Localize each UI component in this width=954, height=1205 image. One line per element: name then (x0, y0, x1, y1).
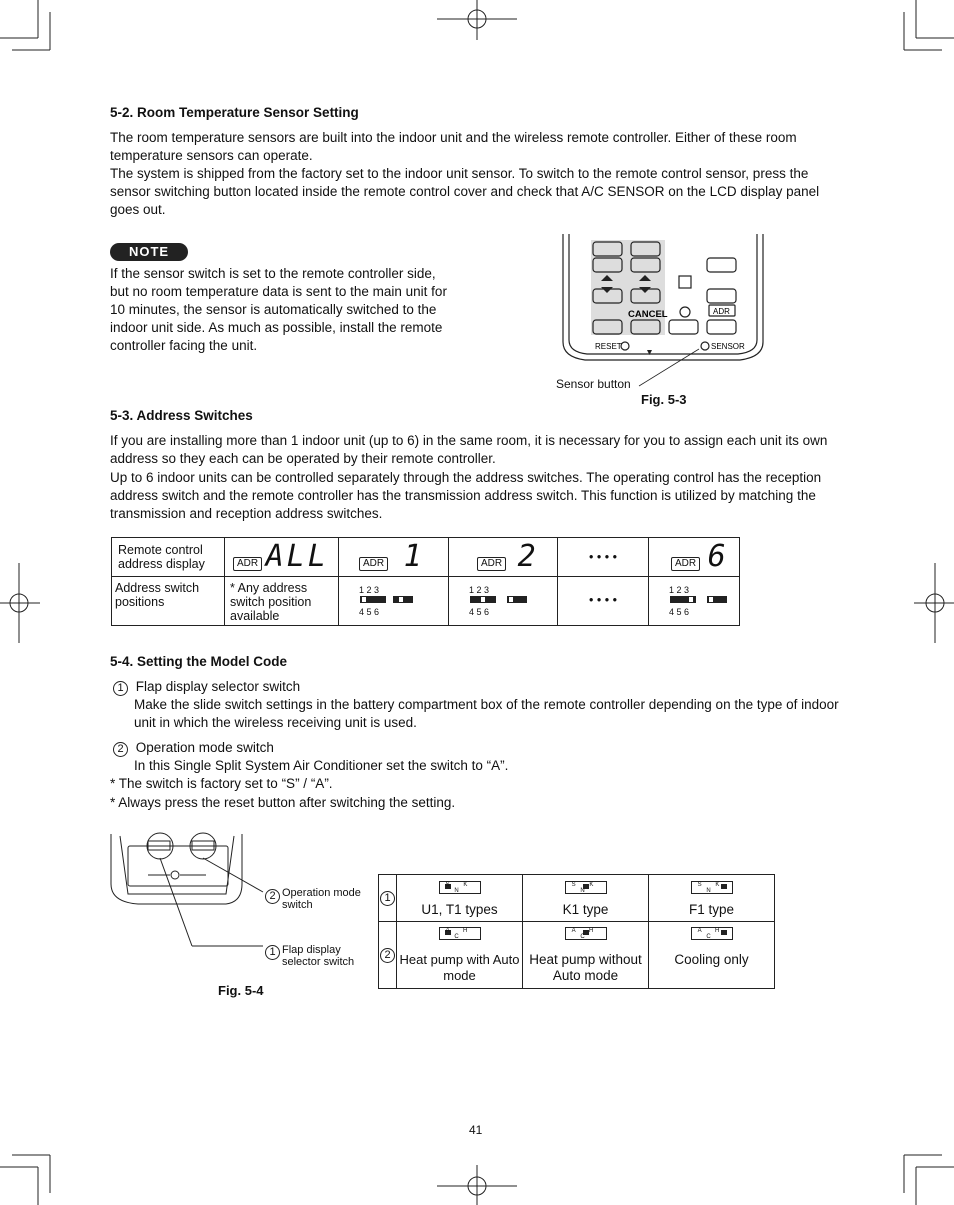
page-number: 41 (469, 1123, 483, 1137)
address-display-2: ADR 2 (449, 538, 558, 577)
list-item-2: 2 Operation mode switch (113, 739, 274, 757)
address-display-6: ADR 6 (649, 538, 740, 577)
paragraph: If you are installing more than 1 indoor unit (up to 6) in the same room, it is necessary for you to assign each unit its own address so they each can be operated by their remote controller. (110, 433, 828, 466)
section-heading-5-3: 5-3. Address Switches (110, 408, 253, 423)
list-item-1: 1 Flap display selector switch (113, 678, 300, 696)
operation-mode-callout: 2 (265, 886, 280, 904)
list-item-text: In this Single Split System Air Conditioner set the switch to “A”. (134, 758, 509, 773)
paragraph: Up to 6 indoor units can be controlled separately through the address switches. The operating control has the reception address switch and the remote controller has the transmission address switch. This function is utilized by matching the transmission and reception address switches. (110, 470, 822, 521)
ellipsis: • • • • (558, 577, 649, 626)
cancel-label: CANCEL (628, 309, 668, 320)
figure-caption: Fig. 5-4 (218, 983, 264, 998)
dip-switch-6: 1 2 3 4 5 6 (649, 577, 740, 626)
address-switch-table (111, 537, 740, 626)
model-code-table (378, 874, 775, 989)
note-badge: NOTE (110, 243, 188, 261)
figure-caption: Fig. 5-3 (641, 392, 687, 407)
model-cell: S K N U1, T1 types (397, 875, 523, 922)
remote-controller-illustration (555, 232, 775, 392)
model-cell: A H C Heat pump with Auto mode (397, 922, 523, 989)
footnote: * The switch is factory set to “S” / “A”. (110, 776, 333, 791)
operation-mode-label: Operation mode switch (282, 887, 361, 911)
row-number: 2 (379, 922, 397, 989)
flap-display-label: Flap display selector switch (282, 944, 355, 968)
address-display-1: ADR 1 (339, 538, 449, 577)
dip-switch-2: 1 2 3 4 5 6 (449, 577, 558, 626)
row-label: Remote control address display (112, 538, 225, 577)
model-cell: S K N K1 type (523, 875, 649, 922)
any-address-note: * Any address switch position available (225, 577, 339, 626)
list-item-text: Make the slide switch settings in the battery compartment box of the remote controller depending on the type of indoor unit in which the wireless receiving unit is used. (134, 697, 839, 730)
model-cell: S K N F1 type (649, 875, 775, 922)
model-cell: A H C Cooling only (649, 922, 775, 989)
ellipsis: • • • • (558, 538, 649, 577)
section-heading-5-2: 5-2. Room Temperature Sensor Setting (110, 105, 359, 120)
model-cell: A H C Heat pump without Auto mode (523, 922, 649, 989)
flap-display-callout: 1 (265, 942, 280, 960)
section-heading-5-4: 5-4. Setting the Model Code (110, 654, 288, 669)
reset-label: RESET (595, 342, 622, 351)
paragraph: The system is shipped from the factory set to the indoor unit sensor. To switch to the remote control sensor, press the sensor switching button located inside the remote control cover and check that A/C SENSOR on the LCD display panel goes out. (110, 166, 820, 217)
footnote: * Always press the reset button after switching the setting. (110, 795, 456, 810)
paragraph: The room temperature sensors are built into the indoor unit and the wireless remote controller. Either of these room temperature sensors can operate. (110, 130, 797, 163)
address-display-all: ADR ALL (225, 538, 339, 577)
dip-switch-1: 1 2 3 4 5 6 (339, 577, 449, 626)
row-label: Address switch positions (112, 577, 225, 626)
row-number: 1 (379, 875, 397, 922)
sensor-button-callout: Sensor button (556, 377, 631, 391)
adr-label: ADR (713, 307, 730, 316)
sensor-label: SENSOR (711, 342, 745, 351)
note-text: If the sensor switch is set to the remote controller side, but no room temperature data is sent to the main unit for 10 minutes, the sensor is automatically switched to the indoor unit side. As much as possible, install the remote controller facing the unit. (110, 266, 447, 353)
